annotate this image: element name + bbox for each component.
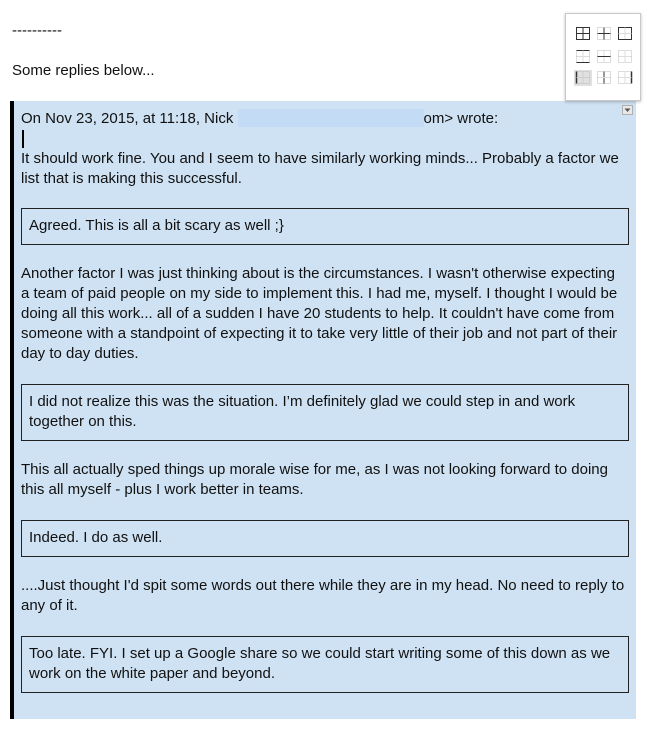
- inner-borders-icon[interactable]: [595, 26, 613, 42]
- vertical-inner-border-icon[interactable]: [595, 70, 613, 86]
- block-options-dropdown-icon[interactable]: [622, 105, 633, 115]
- intro-text: Some replies below...: [12, 62, 155, 79]
- quoted-message-block[interactable]: [10, 101, 636, 719]
- quote-header-prefix: On Nov 23, 2015, at 11:18, Nick: [21, 110, 234, 127]
- quote-header-suffix: om> wrote:: [423, 110, 499, 127]
- reply-box[interactable]: [21, 520, 629, 557]
- right-border-icon[interactable]: [616, 70, 634, 86]
- quoted-paragraph: ....Just thought I'd spit some words out there while they are in my head. No need to reply to any of it.: [21, 577, 625, 614]
- reply-text: Too late. FYI. I set up a Google share so we could start writing some of this down as we work on the white paper and beyond.: [29, 645, 611, 682]
- outer-borders-icon[interactable]: [616, 26, 634, 42]
- quoted-paragraph: It should work fine. You and I seem to have similarly working minds... Probably a factor we list that is making this successful.: [21, 150, 619, 187]
- quote-header: [21, 109, 498, 129]
- quoted-paragraph: Another factor I was just thinking about is the circumstances. I wasn't otherwise expecting a team of paid people on my side to implement this. I had me, myself. I thought I would be doing all this work... all of a sudden I have 20 students to help. It couldn't have come from someone with a standpoint of expecting it to take very little of their job and not part of their day to day duties.: [21, 265, 618, 362]
- top-bottom-borders-icon[interactable]: [574, 49, 592, 65]
- quoted-paragraph: This all actually sped things up morale wise for me, as I was not looking forward to doing this all myself - plus I work better in teams.: [21, 461, 608, 498]
- all-borders-icon[interactable]: [574, 26, 592, 42]
- reply-box[interactable]: [21, 208, 629, 245]
- reply-text: Indeed. I do as well.: [29, 529, 163, 546]
- table-border-menu: [565, 13, 641, 101]
- reply-text: Agreed. This is all a bit scary as well ;}: [29, 217, 284, 234]
- left-border-icon[interactable]: [574, 70, 592, 86]
- no-borders-icon[interactable]: [616, 49, 634, 65]
- reply-box[interactable]: [21, 636, 629, 693]
- reply-text: I did not realize this was the situation. I’m definitely glad we could step in and work together on this.: [29, 393, 576, 430]
- horizontal-inner-border-icon[interactable]: [595, 49, 613, 65]
- reply-box[interactable]: [21, 384, 629, 441]
- separator-line: ----------: [12, 22, 62, 39]
- text-cursor: [22, 130, 24, 148]
- redacted-email: [238, 109, 424, 127]
